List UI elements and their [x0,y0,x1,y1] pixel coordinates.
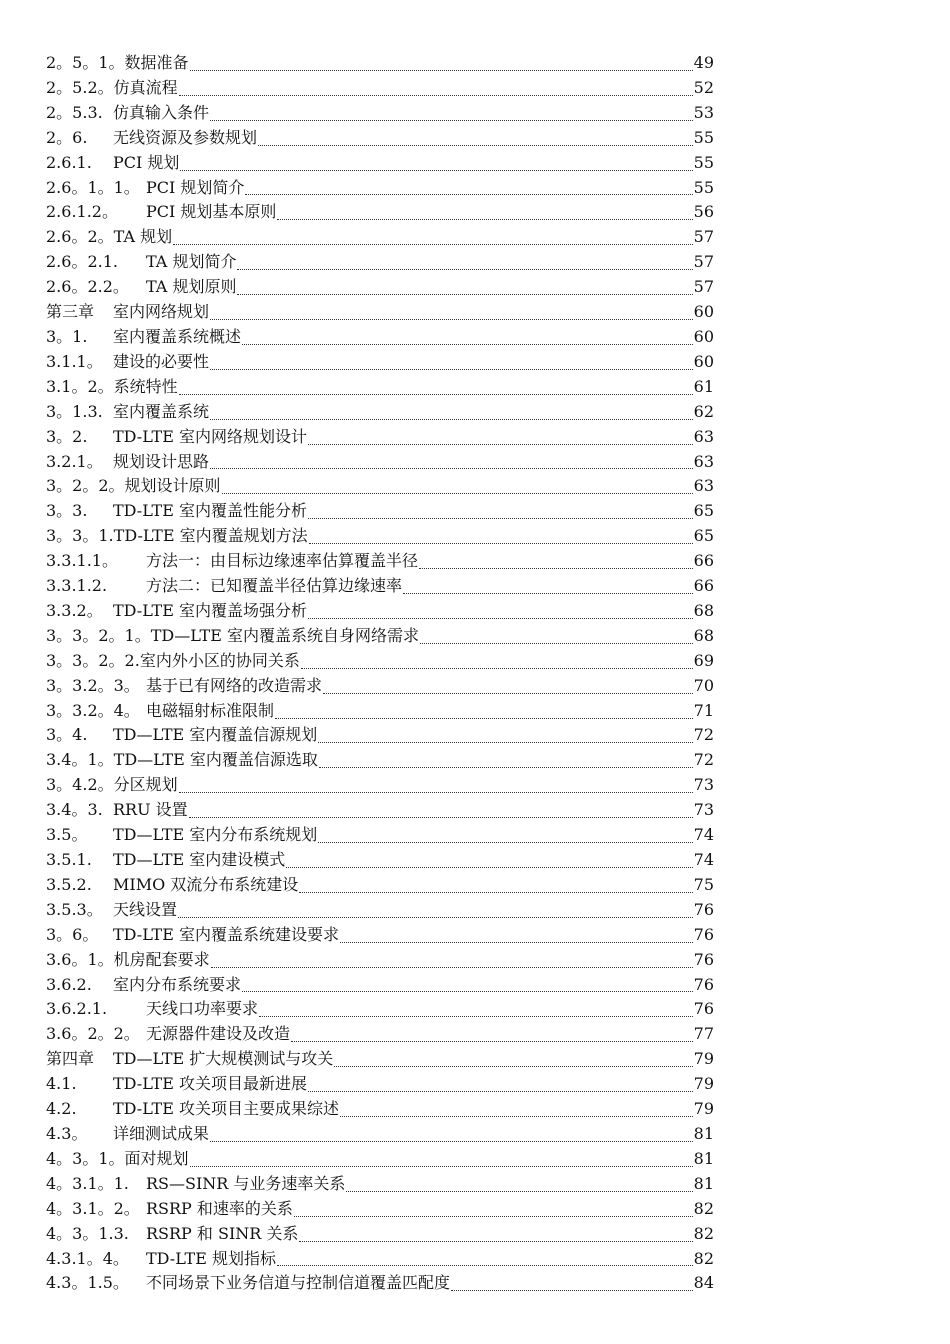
toc-dot-leader [259,1016,693,1017]
toc-entry[interactable] [46,300,714,325]
toc-entry-number: 2。5。1。 [46,53,125,72]
toc-entry[interactable] [46,499,714,524]
toc-dot-leader [237,269,692,270]
toc-entry[interactable] [46,948,714,973]
toc-entry-title: 室内网络规划 [113,302,210,322]
toc-dot-leader [222,493,693,494]
toc-entry[interactable] [46,973,714,998]
toc-entry-page-number: 65 [693,501,714,521]
toc-entry[interactable] [46,450,714,475]
toc-entry-page-number: 61 [693,376,714,396]
toc-entry-page-number: 57 [693,277,714,297]
toc-dot-leader [210,1141,693,1142]
toc-entry[interactable] [46,101,714,126]
toc-entry-number: 2.6。2。 [46,227,114,247]
toc-entry-title: 室内分布系统要求 [113,974,242,994]
toc-dot-leader [210,419,693,420]
toc-entry[interactable] [46,823,714,848]
toc-entry-title: 室内覆盖系统 [113,401,210,421]
toc-entry-title: 面对规划 [124,1148,189,1168]
toc-entry-page-number: 65 [693,526,714,546]
toc-entry-title: TD-LTE 室内覆盖场强分析 [113,600,307,620]
toc-entry-title: TA 规划原则 [146,277,237,297]
toc-entry-title: 分区规划 [113,775,178,795]
toc-entry-title: TD—LTE 室内覆盖信源规划 [113,725,318,745]
toc-entry-page-number: 60 [693,351,714,371]
toc-entry-number: 3。3. [46,501,88,521]
toc-entry-number: 第三章 [46,302,95,322]
toc-entry[interactable] [46,898,714,923]
toc-entry[interactable] [46,126,714,151]
toc-dot-leader [309,543,693,544]
toc-entry-page-number: 57 [693,227,714,247]
toc-dot-leader [190,70,693,71]
toc-entry-page-number: 84 [693,1273,714,1293]
toc-entry-number: 4。3。1.3. [46,1223,129,1243]
toc-entry-number: 3.4。1。 [46,750,114,770]
toc-entry-number: 3.2.1。 [46,451,103,471]
toc-entry-page-number: 81 [693,1123,714,1143]
toc-entry-page-number: 66 [693,551,714,571]
toc-entry-number: 3.1.1。 [46,351,103,371]
toc-entry-title: TD—LTE 室内分布系统规划 [113,825,318,845]
toc-dot-leader [308,618,693,619]
toc-entry-page-number: 69 [693,650,714,670]
toc-entry-page-number: 81 [693,1173,714,1193]
toc-entry[interactable] [46,1022,714,1047]
toc-dot-leader [334,1066,692,1067]
toc-dot-leader [210,468,693,469]
toc-entry-title: 规划设计思路 [113,451,210,471]
toc-entry[interactable] [46,51,714,76]
toc-entry-number: 4.1. [46,1074,77,1094]
toc-entry-number: 3.6。1。 [46,949,114,969]
toc-entry-number: 3.6.2. [46,974,92,994]
toc-entry-page-number: 82 [693,1223,714,1243]
toc-entry-title: PCI 规划 [113,152,180,172]
toc-dot-leader [340,942,693,943]
toc-entry[interactable] [46,1172,714,1197]
toc-entry[interactable] [46,773,714,798]
toc-entry-number: 2.6.1. [46,152,92,172]
toc-entry-title: RS—SINR 与业务速率关系 [146,1173,346,1193]
toc-dot-leader [210,120,693,121]
toc-entry-number: 3。1. [46,326,88,346]
toc-entry-page-number: 72 [693,750,714,770]
toc-entry[interactable] [46,798,714,823]
toc-entry[interactable] [46,350,714,375]
toc-entry-title: 室内覆盖系统概述 [113,326,242,346]
toc-dot-leader [245,194,692,195]
toc-entry-page-number: 56 [693,202,714,222]
toc-entry[interactable] [46,699,714,724]
toc-entry-number: 3.1。2。 [46,376,114,396]
toc-dot-leader [275,718,693,719]
toc-entry-page-number: 71 [693,700,714,720]
toc-entry-number: 2.6。2.1. [46,252,118,272]
toc-entry-page-number: 76 [693,949,714,969]
toc-entry[interactable] [46,873,714,898]
toc-entry[interactable] [46,723,714,748]
toc-entry-title: PCI 规划基本原则 [146,202,277,222]
toc-entry-title: MIMO 双流分布系统建设 [113,874,299,894]
toc-dot-leader [189,817,693,818]
toc-entry[interactable] [46,200,714,225]
toc-dot-leader [299,892,692,893]
toc-entry-number: 第四章 [46,1049,95,1069]
toc-entry-page-number: 60 [693,326,714,346]
toc-entry-title: TA 规划简介 [146,252,237,272]
toc-entry-number: 4.3。1.5。 [46,1273,129,1293]
toc-entry-title: TD-LTE 室内网络规划设计 [113,426,307,446]
toc-entry-title: 天线口功率要求 [146,999,259,1019]
toc-entry-number: 3.4。3. [46,800,103,820]
toc-entry[interactable] [46,151,714,176]
toc-dot-leader [291,1041,693,1042]
toc-entry[interactable] [46,474,714,499]
toc-entry-number: 3.3.1.2. [46,576,108,596]
toc-entry-title: 仿真输入条件 [113,102,210,122]
toc-dot-leader [237,294,692,295]
toc-entry-title: 电磁辐射标准限制 [146,700,275,720]
toc-entry[interactable] [46,599,714,624]
toc-entry-title: 方法一：由目标边缘速率估算覆盖半径 [146,551,419,571]
toc-dot-leader [308,518,693,519]
toc-dot-leader [323,693,693,694]
toc-entry-number: 3。6。 [46,924,99,944]
toc-entry-page-number: 82 [693,1248,714,1268]
toc-dot-leader [419,568,693,569]
toc-entry[interactable] [46,524,714,549]
toc-dot-leader [258,145,693,146]
toc-dot-leader [179,394,693,395]
toc-dot-leader [277,1265,693,1266]
toc-entry-page-number: 73 [693,775,714,795]
toc-entry-page-number: 79 [693,1099,714,1119]
toc-dot-leader [242,344,693,345]
toc-entry-page-number: 63 [693,451,714,471]
toc-entry[interactable] [46,649,714,674]
toc-entry-page-number: 63 [693,426,714,446]
toc-entry-page-number: 55 [693,152,714,172]
toc-entry-title: TD—LTE 扩大规模测试与攻关 [113,1049,334,1069]
toc-entry-number: 3.5.2. [46,874,92,894]
toc-dot-leader [294,1216,693,1217]
toc-entry-title: TD—LTE 室内覆盖信源选取 [113,750,318,770]
toc-page [46,51,714,1296]
toc-dot-leader [308,1091,693,1092]
toc-entry-title: 系统特性 [113,376,178,396]
toc-entry-number: 2。5.2。 [46,77,114,97]
toc-dot-leader [242,991,693,992]
toc-dot-leader [190,1166,693,1167]
toc-entry-title: 天线设置 [113,899,178,919]
toc-entry-title: TD-LTE 攻关项目主要成果综述 [113,1099,339,1119]
toc-entry[interactable] [46,76,714,101]
toc-entry-title: 无源器件建设及改造 [146,1024,291,1044]
toc-entry-page-number: 55 [693,127,714,147]
toc-entry-title: 规划设计原则 [124,476,221,496]
toc-entry-title: 不同场景下业务信道与控制信道覆盖匹配度 [146,1273,451,1293]
toc-entry[interactable] [46,574,714,599]
toc-entry[interactable] [46,923,714,948]
toc-dot-leader [420,643,693,644]
toc-dot-leader [210,369,693,370]
toc-dot-leader [277,219,692,220]
toc-dot-leader [451,1290,693,1291]
toc-entry-number: 2.6。2.2。 [46,277,129,297]
toc-dot-leader [178,917,693,918]
toc-entry[interactable] [46,1271,714,1296]
toc-entry-page-number: 76 [693,899,714,919]
toc-entry-title: 室内外小区的协同关系 [139,650,300,670]
toc-entry-title: 方法二：已知覆盖半径估算边缘速率 [146,576,403,596]
toc-entry-page-number: 49 [693,53,714,72]
toc-entry-title: 基于已有网络的改造需求 [146,675,323,695]
toc-entry-number: 3.5.3。 [46,899,103,919]
toc-entry-number: 3。4.2。 [46,775,114,795]
toc-entry-number: 3.6。2。2。 [46,1024,140,1044]
toc-entry-title: TD-LTE 室内覆盖系统建设要求 [113,924,339,944]
toc-entry[interactable] [46,400,714,425]
toc-entry-page-number: 62 [693,401,714,421]
toc-dot-leader [340,1116,693,1117]
toc-entry-page-number: 73 [693,800,714,820]
toc-entry[interactable] [46,624,714,649]
toc-entry-title: TD—LTE 室内覆盖系统自身网络需求 [150,625,419,645]
toc-entry[interactable] [46,375,714,400]
toc-entry-title: 仿真流程 [113,77,178,97]
toc-entry-page-number: 79 [693,1074,714,1094]
toc-entry-title: TA 规划 [113,227,173,247]
toc-entry-title: 机房配套要求 [113,949,210,969]
toc-entry[interactable] [46,1047,714,1072]
toc-entry-number: 3.3.1.1。 [46,551,118,571]
toc-entry-page-number: 52 [693,77,714,97]
toc-entry[interactable] [46,1197,714,1222]
toc-entry-number: 3。3.2。3。 [46,675,140,695]
toc-entry-number: 3.5。 [46,825,88,845]
toc-entry[interactable] [46,275,714,300]
toc-entry-title: TD-LTE 室内覆盖规划方法 [113,526,308,546]
toc-entry-title: RSRP 和速率的关系 [146,1198,293,1218]
toc-entry-page-number: 60 [693,302,714,322]
toc-entry-title: TD-LTE 规划指标 [146,1248,276,1268]
toc-entry-number: 4.2. [46,1099,77,1119]
toc-entry-number: 2.6.1.2。 [46,202,118,222]
toc-dot-leader [318,742,692,743]
toc-dot-leader [301,668,693,669]
toc-dot-leader [211,967,693,968]
toc-dot-leader [318,842,692,843]
toc-entry-page-number: 76 [693,924,714,944]
toc-entry-page-number: 75 [693,874,714,894]
toc-entry-number: 3。2. [46,426,88,446]
toc-entry-title: RRU 设置 [113,800,188,820]
toc-entry-page-number: 66 [693,576,714,596]
toc-entry-number: 3.6.2.1. [46,999,108,1019]
toc-dot-leader [210,319,693,320]
toc-entry-number: 3。3。2。1。 [46,625,151,645]
toc-dot-leader [180,170,692,171]
toc-entry-page-number: 68 [693,600,714,620]
toc-entry-number: 4。3.1。2。 [46,1198,140,1218]
toc-entry[interactable] [46,250,714,275]
toc-entry-page-number: 63 [693,476,714,496]
toc-entry-title: 建设的必要性 [113,351,210,371]
toc-entry[interactable] [46,1122,714,1147]
toc-entry-number: 3。3。1. [46,526,114,546]
toc-entry[interactable] [46,425,714,450]
toc-entry-page-number: 57 [693,252,714,272]
toc-entry-number: 4。3。1。 [46,1148,125,1168]
toc-entry-number: 2。6. [46,127,88,147]
toc-entry-page-number: 79 [693,1049,714,1069]
toc-entry-number: 3。3。2。2. [46,650,140,670]
toc-dot-leader [299,1241,692,1242]
toc-entry-number: 3。3.2。4。 [46,700,140,720]
toc-entry-number: 4.3.1。4。 [46,1248,129,1268]
toc-entry[interactable] [46,1072,714,1097]
toc-entry-number: 3。2。2。 [46,476,125,496]
toc-entry[interactable] [46,1222,714,1247]
toc-entry[interactable] [46,1097,714,1122]
toc-dot-leader [179,95,693,96]
toc-entry-number: 3.3.2。 [46,600,103,620]
toc-entry-title: 无线资源及参数规划 [113,127,258,147]
toc-dot-leader [179,792,693,793]
toc-entry-number: 3。1.3. [46,401,103,421]
toc-entry-title: TD—LTE 室内建设模式 [113,850,286,869]
toc-entry-number: 4。3.1。1. [46,1173,129,1193]
toc-entry-title: TD-LTE 室内覆盖性能分析 [113,501,307,521]
toc-entry-page-number: 76 [693,974,714,994]
toc-entry[interactable] [46,997,714,1022]
toc-dot-leader [308,444,693,445]
toc-entry-page-number: 53 [693,102,714,122]
toc-entry[interactable] [46,674,714,699]
toc-entry-title: 详细测试成果 [113,1123,210,1143]
toc-entry[interactable] [46,1247,714,1272]
toc-entry-page-number: 76 [693,999,714,1019]
toc-entry-page-number: 81 [693,1148,714,1168]
toc-entry-page-number: 55 [693,177,714,197]
toc-entry-title: TD-LTE 攻关项目最新进展 [113,1074,307,1094]
toc-dot-leader [403,593,693,594]
toc-entry-page-number: 82 [693,1198,714,1218]
toc-dot-leader [346,1191,692,1192]
toc-entry[interactable] [46,225,714,250]
toc-dot-leader [286,867,692,868]
toc-dot-leader [319,767,693,768]
toc-entry-number: 3.5.1. [46,850,92,869]
toc-entry-number: 4.3。 [46,1123,88,1143]
toc-dot-leader [173,244,693,245]
toc-entry-title: RSRP 和 SINR 关系 [146,1223,299,1243]
toc-entry[interactable] [46,325,714,350]
toc-entry-title: 数据准备 [124,53,189,72]
toc-entry-page-number: 72 [693,725,714,745]
toc-entry-title: PCI 规划简介 [146,177,245,197]
toc-entry-page-number: 74 [693,825,714,845]
toc-entry[interactable] [46,1147,714,1172]
toc-entry-number: 2.6。1。1。 [46,177,140,197]
toc-entry-page-number: 68 [693,625,714,645]
toc-entry-page-number: 77 [693,1024,714,1044]
toc-entry-page-number: 70 [693,675,714,695]
toc-entry[interactable] [46,748,714,773]
toc-entry[interactable] [46,848,714,873]
toc-entry[interactable] [46,549,714,574]
toc-entry-page-number: 74 [693,850,714,869]
toc-entry[interactable] [46,176,714,201]
toc-entry-number: 3。4. [46,725,88,745]
toc-entry-number: 2。5.3. [46,102,103,122]
